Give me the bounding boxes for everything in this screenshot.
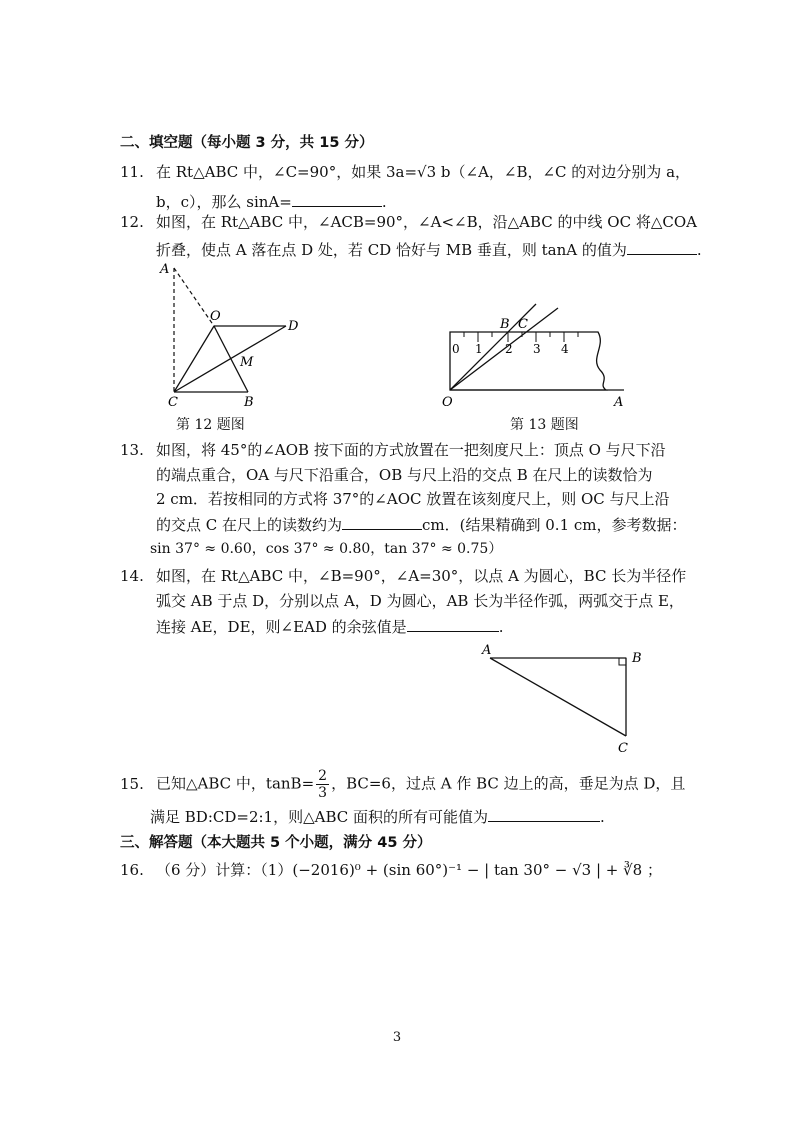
answer-blank-12[interactable] [627, 239, 697, 255]
question-14-line-3 [156, 616, 503, 637]
question-13-line-5: sin 37° ≈ 0.60，cos 37° ≈ 0.80，tan 37° ≈ 0.75） [150, 541, 503, 557]
right-angle-mark [619, 658, 626, 665]
question-14-text-3: 连接 AE，DE，则∠EAD 的余弦值是 [156, 618, 407, 636]
answer-blank-11[interactable] [292, 191, 382, 207]
question-13-line-1 [120, 440, 666, 460]
question-13-text-4: 的交点 C 在尺上的读数约为 [156, 516, 343, 534]
answer-blank-15[interactable] [488, 806, 600, 822]
question-16-expression: (−2016)⁰ + (sin 60°)⁻¹ − | tan 30° − √3 | + ∛8 ； [292, 861, 662, 879]
question-12-text: 如图，在 Rt△ABC 中，∠ACB=90°，∠A<∠B，沿△ABC 的中线 OC 将△COA [156, 213, 697, 231]
figure-12 [150, 258, 320, 408]
label-b: B [632, 651, 642, 666]
label-o: O [210, 309, 221, 324]
question-11-text-2: b，c），那么 sinA= [156, 193, 292, 211]
question-13-line-4 [156, 514, 687, 535]
question-13-text-4b: cm．(结果精确到 0.1 cm，参考数据： [422, 516, 687, 534]
question-11-line-1 [120, 162, 690, 182]
question-15-text-1b: ，BC=6，过点 A 作 BC 边上的高，垂足为点 D，且 [331, 774, 686, 793]
ruler-label-1: 1 [475, 342, 483, 356]
question-15-period: . [600, 808, 605, 826]
question-15-text-1a: 已知△ABC 中，tanB= [156, 774, 315, 793]
question-12-line-1 [120, 212, 697, 232]
question-13-line-3: 2 cm．若按相同的方式将 37°的∠AOC 放置在该刻度尺上，则 OC 与尺上沿 [156, 490, 670, 508]
question-12-number: 12. [120, 213, 144, 231]
label-c: C [518, 317, 528, 332]
question-11-period: . [381, 193, 387, 211]
question-14-line-2: 弧交 AB 于点 D，分别以点 A，D 为圆心，AB 长为半径作弧，两弧交于点 E， [156, 592, 684, 610]
question-12-period: . [696, 241, 702, 259]
label-c: C [168, 395, 178, 408]
label-b: B [244, 395, 254, 408]
section-2-title: 二、填空题（每小题 3 分，共 15 分） [120, 135, 374, 151]
fraction-numerator: 2 [318, 768, 328, 784]
ruler [450, 332, 606, 390]
fold-line-ao [174, 268, 214, 326]
label-d: D [288, 319, 299, 334]
label-c: C [618, 741, 628, 755]
question-14-text-1: 如图，在 Rt△ABC 中，∠B=90°，∠A=30°，以点 A 为圆心，BC 长为半径作 [156, 567, 687, 585]
label-a: A [482, 643, 492, 658]
question-16-line-1 [120, 860, 662, 880]
question-12-text-2: 折叠，使点 A 落在点 D 处，若 CD 恰好与 MB 垂直，则 tanA 的值为 [156, 241, 627, 259]
question-13-number: 13. [120, 441, 144, 459]
answer-blank-14[interactable] [407, 616, 499, 632]
fraction-denominator: 3 [318, 785, 328, 801]
figure-13-caption: 第 13 题图 [510, 417, 579, 433]
question-11-number: 11. [120, 163, 144, 181]
question-15-line-1 [120, 768, 685, 801]
fraction-two-thirds [316, 768, 329, 801]
question-16-text: （6 分）计算：（1） [156, 861, 293, 879]
question-14-period: . [498, 618, 504, 636]
question-11-line-2 [156, 191, 387, 212]
ruler-label-0: 0 [452, 342, 460, 356]
question-14-number: 14. [120, 567, 144, 585]
question-15-text-2: 满足 BD:CD=2:1，则△ABC 面积的所有可能值为 [150, 808, 488, 826]
label-a: A [160, 262, 170, 277]
question-16-number: 16. [120, 861, 144, 879]
ruler-label-3: 3 [533, 342, 541, 356]
question-13-text-1: 如图，将 45°的∠AOB 按下面的方式放置在一把刻度尺上：顶点 O 与尺下沿 [156, 441, 666, 459]
page-number: 3 [392, 1030, 402, 1045]
ruler-label-4: 4 [561, 342, 569, 356]
question-15-line-2 [150, 806, 605, 827]
question-15-number: 15. [120, 774, 144, 793]
segment-co [174, 326, 214, 392]
segment-ac [490, 658, 626, 736]
figure-14 [478, 640, 648, 755]
question-12-line-2 [156, 239, 702, 260]
section-3-title: 三、解答题（本大题共 5 个小题，满分 45 分） [120, 835, 432, 851]
question-11-text: 在 Rt△ABC 中，∠C=90°，如果 3a=√3 b（∠A，∠B，∠C 的对边分别为 a， [156, 163, 691, 181]
question-13-line-2: 的端点重合，OA 与尺下沿重合，OB 与尺上沿的交点 B 在尺上的读数恰为 [156, 466, 653, 484]
label-b: B [500, 317, 510, 332]
label-a: A [614, 395, 624, 410]
label-o: O [442, 395, 453, 410]
segment-cd [174, 326, 286, 392]
figure-12-caption: 第 12 题图 [176, 417, 245, 433]
answer-blank-13[interactable] [342, 514, 422, 530]
ruler-label-2: 2 [505, 342, 513, 356]
label-m: M [240, 355, 254, 370]
question-14-line-1 [120, 566, 686, 586]
figure-13 [438, 296, 638, 412]
